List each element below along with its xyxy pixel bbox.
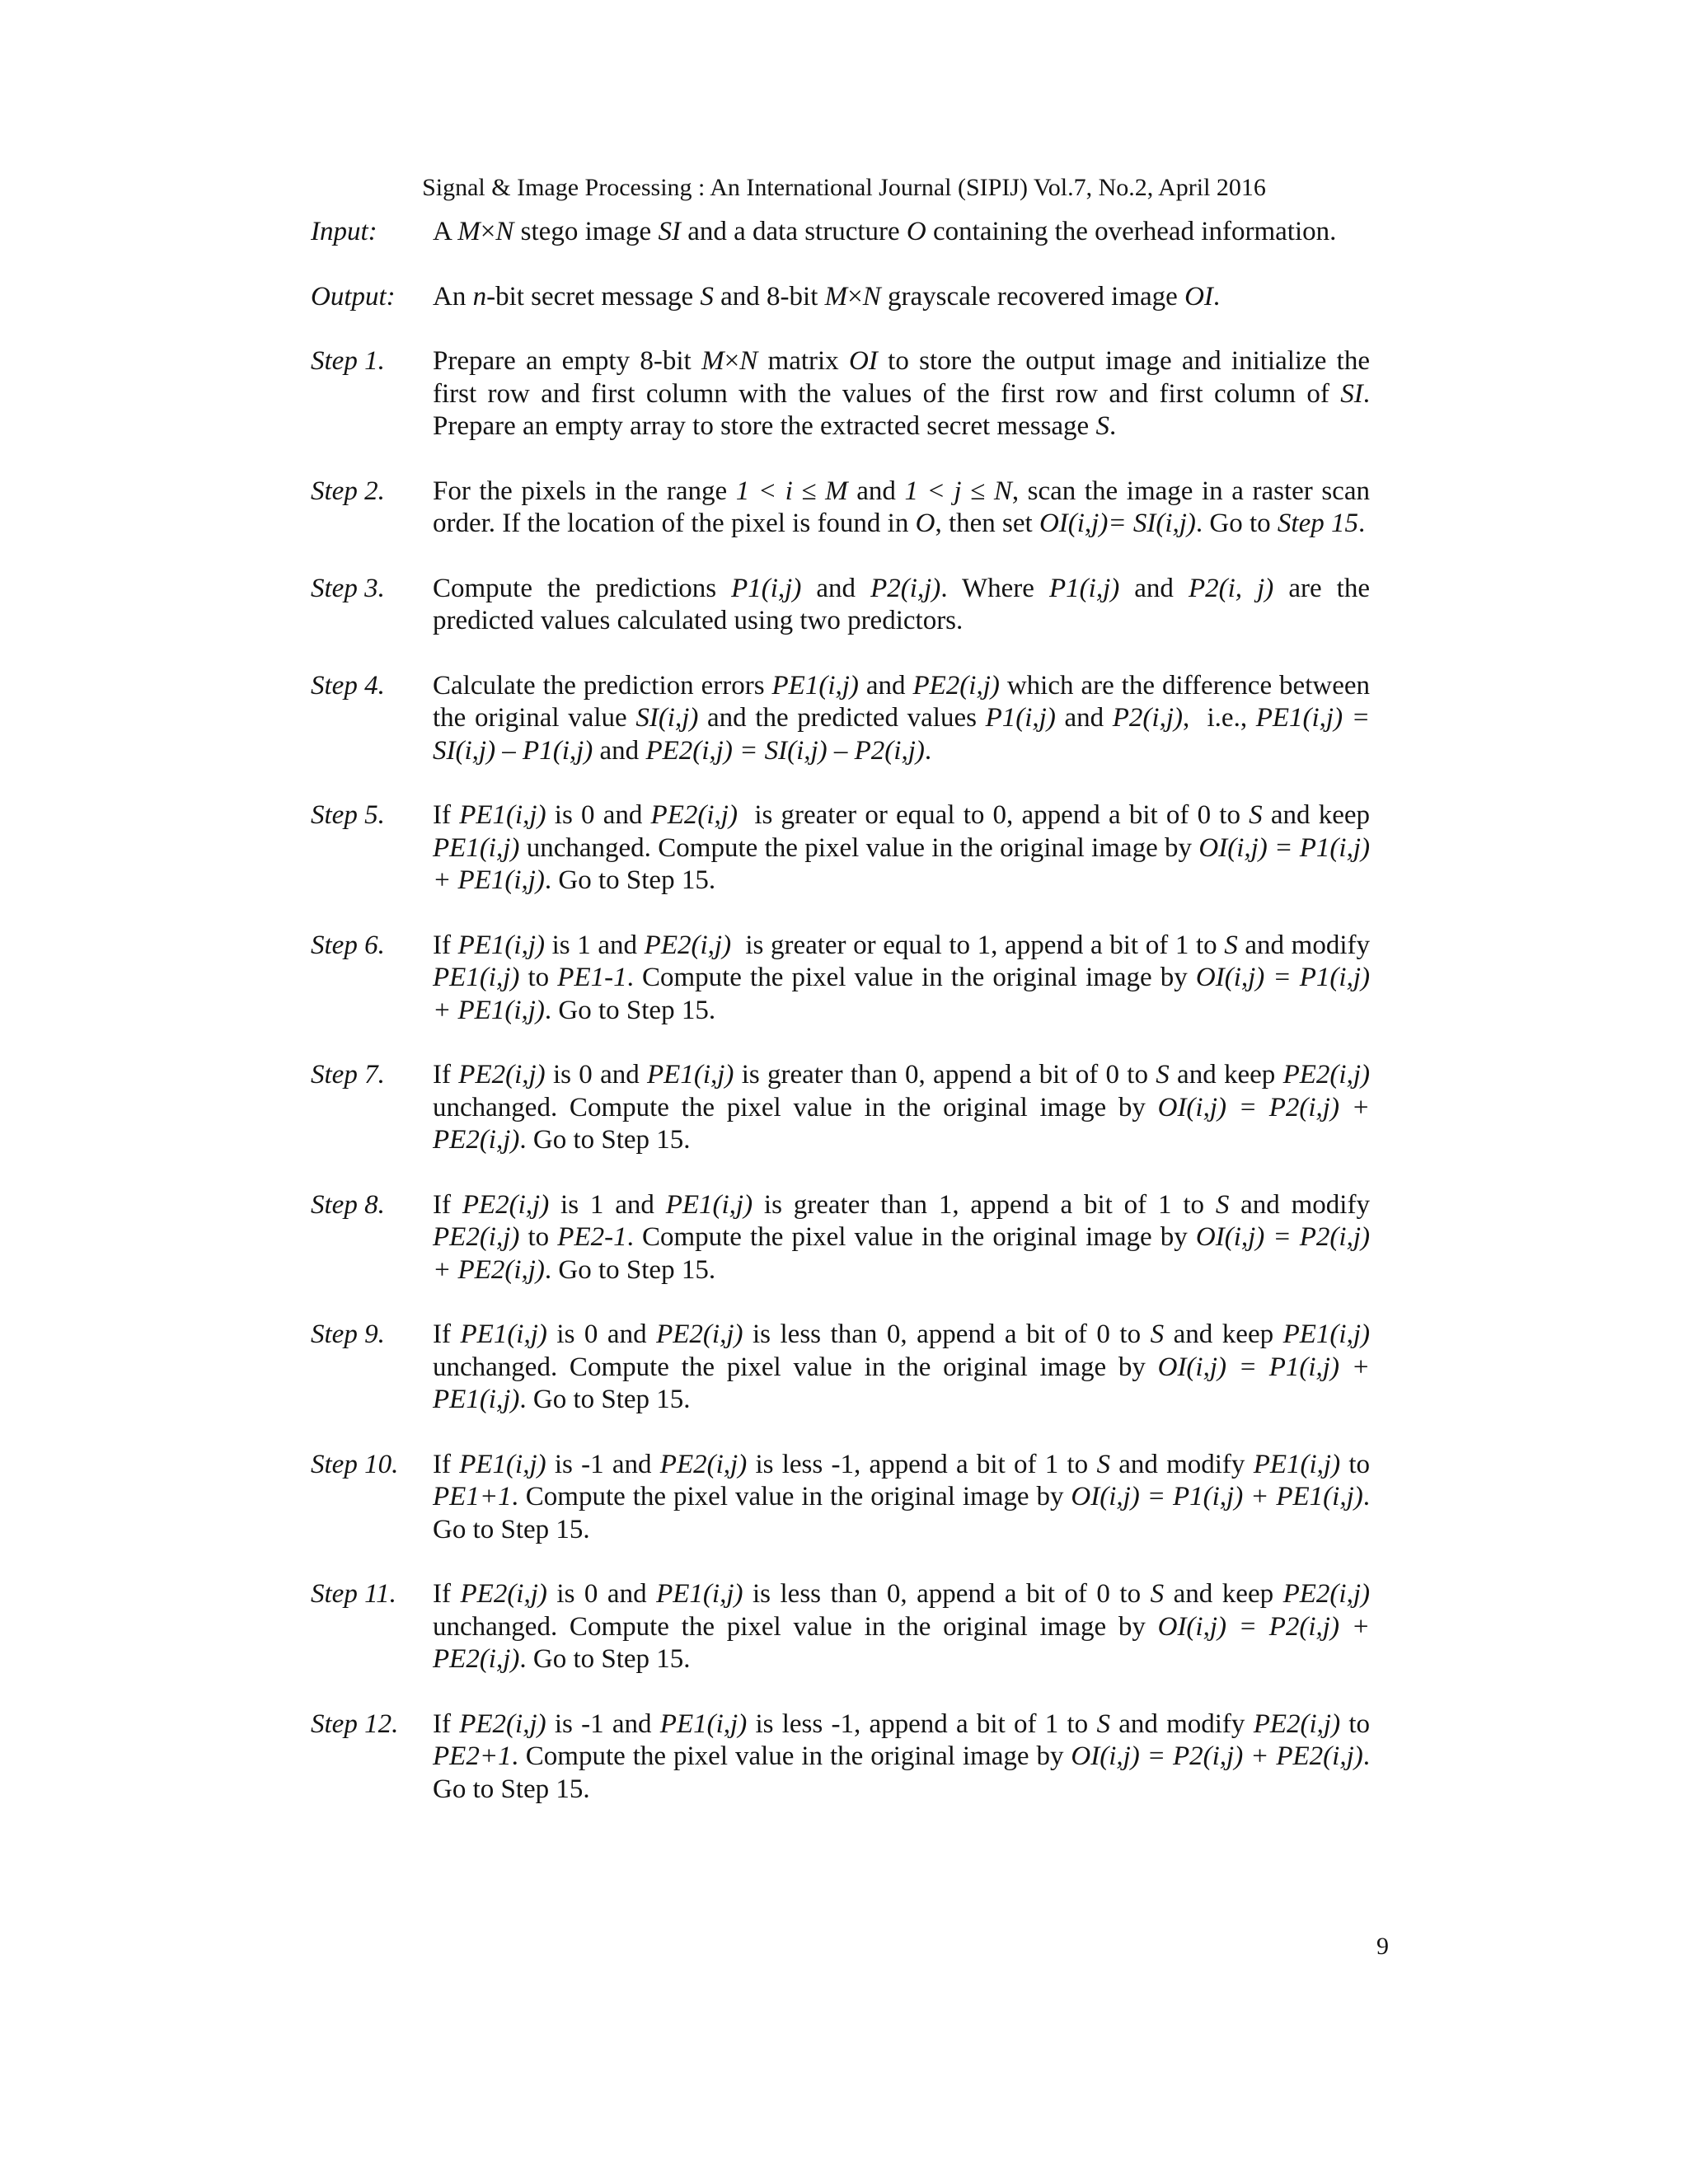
step-text: For the pixels in the range 1 < i ≤ M and 1 < j ≤ N, scan the image in a raster scan order. If the location of the pixel is found in O, then set OI(i,j)= SI(i,j). Go to Step 15. bbox=[433, 476, 1370, 538]
running-header: Signal & Image Processing : An International Journal (SIPIJ) Vol.7, No.2, April 2016 bbox=[422, 174, 1266, 201]
step-label: Step 10. bbox=[311, 1449, 399, 1479]
step-12 bbox=[311, 1708, 1370, 1807]
step-label: Output: bbox=[311, 281, 396, 312]
step-label: Step 2. bbox=[311, 476, 385, 506]
step-5 bbox=[311, 799, 1370, 898]
step-7 bbox=[311, 1059, 1370, 1157]
step-text: If PE2(i,j) is 0 and PE1(i,j) is less than 0, append a bit of 0 to S and keep PE2(i,j) unchanged. Compute the pixel value in the original image by OI(i,j) = P2(i,j) + PE2(i,j). Go to Step 15. bbox=[433, 1579, 1370, 1674]
step-text: If PE1(i,j) is 0 and PE2(i,j) is less than 0, append a bit of 0 to S and keep PE1(i,j) unchanged. Compute the pixel value in the original image by OI(i,j) = P1(i,j) + PE1(i,j). Go to Step 15. bbox=[433, 1319, 1370, 1414]
step-1 bbox=[311, 345, 1370, 443]
step-text: Calculate the prediction errors PE1(i,j) and PE2(i,j) which are the difference between the original value SI(i,j) and the predicted values P1(i,j) and P2(i,j), i.e., PE1(i,j) = SI(i,j) – P1(i,j) and PE2(i,j) = SI(i,j) – P2(i,j). bbox=[433, 670, 1370, 766]
step-label: Step 8. bbox=[311, 1189, 385, 1220]
step-label: Step 4. bbox=[311, 670, 385, 701]
page-number: 9 bbox=[1376, 1933, 1389, 1960]
step-text: If PE2(i,j) is 1 and PE1(i,j) is greater than 1, append a bit of 1 to S and modify PE2(i,j) to PE2-1. Compute the pixel value in the original image by OI(i,j) = P2(i,j) + PE2(i,j). Go to Step 15. bbox=[433, 1189, 1370, 1285]
step-text: A M×N stego image SI and a data structure O containing the overhead information. bbox=[433, 217, 1337, 246]
step-2 bbox=[311, 476, 1370, 541]
step-label: Step 6. bbox=[311, 930, 385, 960]
step-text: An n-bit secret message S and 8-bit M×N grayscale recovered image OI. bbox=[433, 281, 1221, 312]
step-label: Step 1. bbox=[311, 346, 385, 376]
step-3 bbox=[311, 573, 1370, 638]
step-label: Step 5. bbox=[311, 800, 385, 830]
step-label: Input: bbox=[311, 217, 377, 246]
step-label: Step 7. bbox=[311, 1060, 385, 1090]
step-text: If PE1(i,j) is 1 and PE2(i,j) is greater or equal to 1, append a bit of 1 to S and modify PE1(i,j) to PE1-1. Compute the pixel value in the original image by OI(i,j) = P1(i,j) + PE1(i,j). Go to Step 15. bbox=[433, 930, 1370, 1025]
step-6 bbox=[311, 930, 1370, 1028]
step-11 bbox=[311, 1578, 1370, 1676]
step-text: If PE2(i,j) is 0 and PE1(i,j) is greater than 0, append a bit of 0 to S and keep PE2(i,j) unchanged. Compute the pixel value in the original image by OI(i,j) = P2(i,j) + PE2(i,j). Go to Step 15. bbox=[433, 1060, 1370, 1155]
step-8 bbox=[311, 1189, 1370, 1287]
step-text: Compute the predictions P1(i,j) and P2(i,j). Where P1(i,j) and P2(i, j) are the predicted values calculated using two predictors. bbox=[433, 573, 1370, 635]
step-text: If PE1(i,j) is -1 and PE2(i,j) is less -1, append a bit of 1 to S and modify PE1(i,j) to PE1+1. Compute the pixel value in the original image by OI(i,j) = P1(i,j) + PE1(i,j). Go to Step 15. bbox=[433, 1449, 1371, 1544]
step-label: Step 12. bbox=[311, 1708, 399, 1739]
step-9 bbox=[311, 1319, 1370, 1417]
step-10 bbox=[311, 1449, 1370, 1547]
step-text: If PE1(i,j) is 0 and PE2(i,j) is greater or equal to 0, append a bit of 0 to S and keep PE1(i,j) unchanged. Compute the pixel value in the original image by OI(i,j) = P1(i,j) + PE1(i,j). Go to Step 15. bbox=[433, 800, 1370, 895]
step-output bbox=[311, 281, 1370, 314]
step-label: Step 9. bbox=[311, 1319, 385, 1349]
step-label: Step 11. bbox=[311, 1579, 396, 1609]
algorithm-steps bbox=[311, 216, 1370, 1838]
step-text: Prepare an empty 8-bit M×N matrix OI to store the output image and initialize the first row and first column with the values of the first row and first column of SI. Prepare an empty array to store the extracted secret message S. bbox=[433, 346, 1370, 441]
step-input bbox=[311, 216, 1370, 249]
step-label: Step 3. bbox=[311, 573, 385, 603]
step-4 bbox=[311, 670, 1370, 768]
step-text: If PE2(i,j) is -1 and PE1(i,j) is less -1, append a bit of 1 to S and modify PE2(i,j) to PE2+1. Compute the pixel value in the original image by OI(i,j) = P2(i,j) + PE2(i,j). Go to Step 15. bbox=[433, 1708, 1371, 1804]
